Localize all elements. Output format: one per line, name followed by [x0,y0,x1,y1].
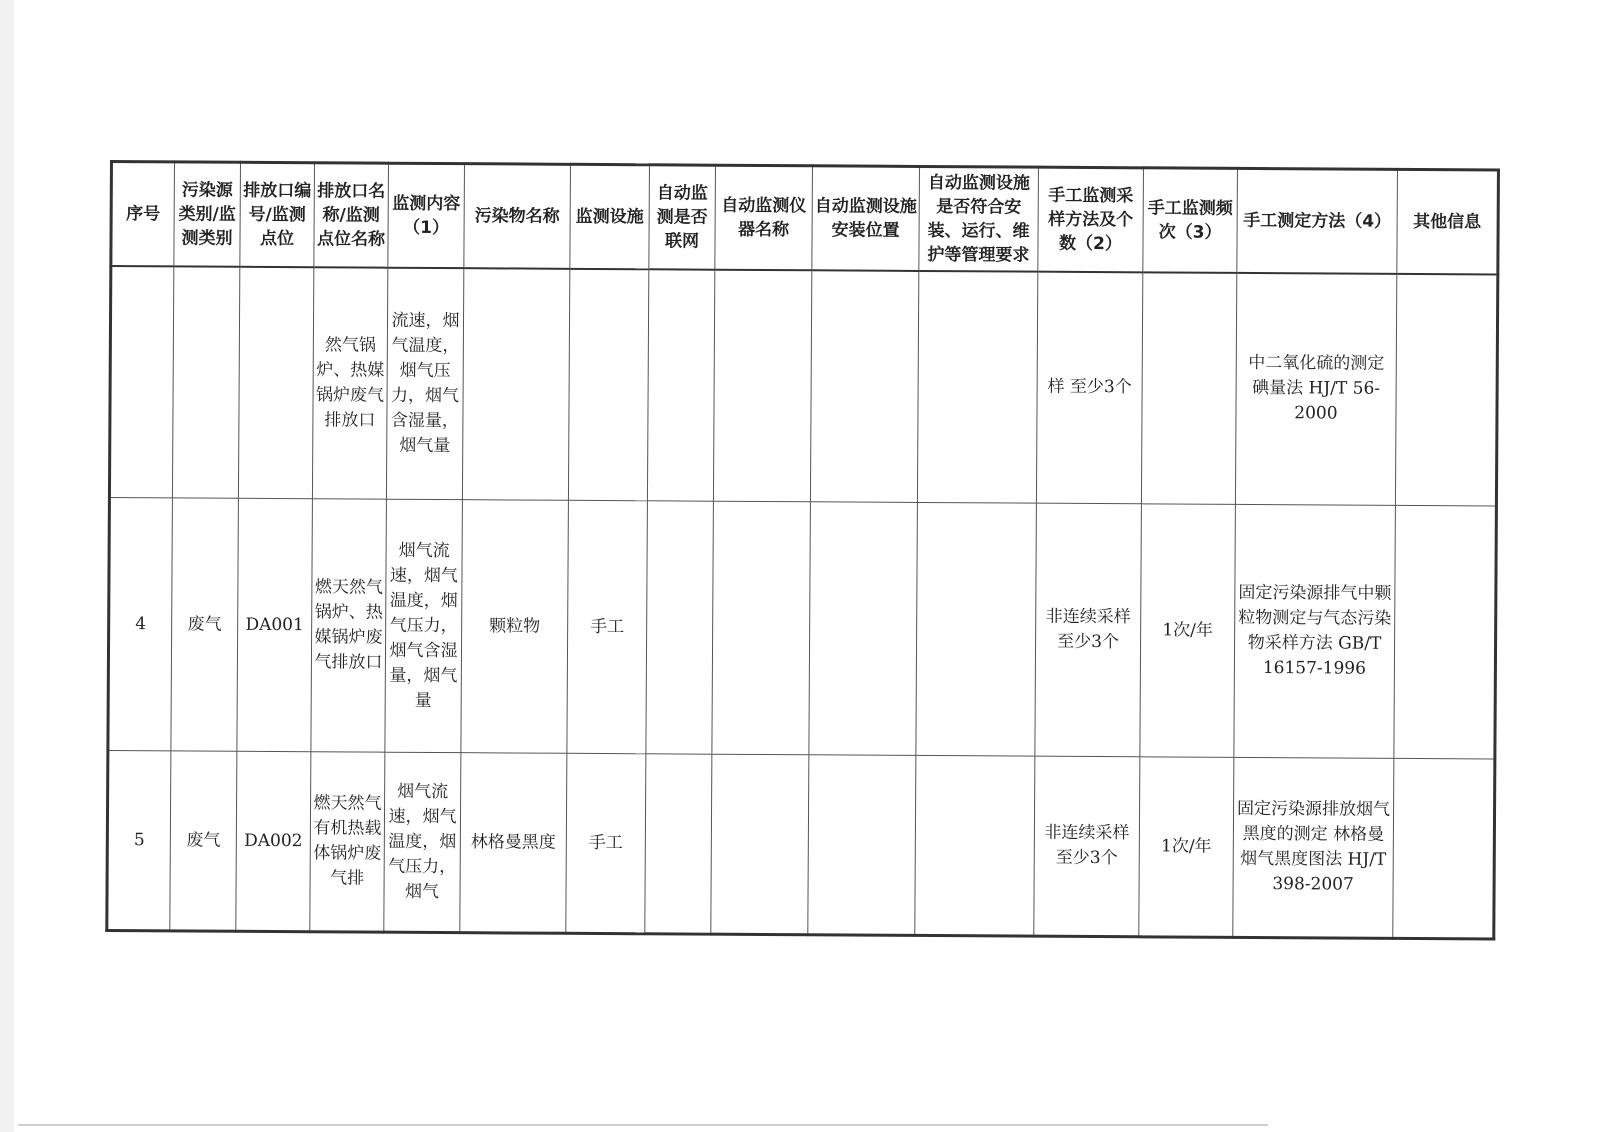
table-header-row [111,162,1499,274]
cell-facility: 手工 [567,500,648,753]
cell-outlet-name: 燃天然气有机热载体锅炉废气排 [310,752,385,932]
cell-auto-compliance [917,270,1037,503]
cell-outlet-name: 然气锅炉、热媒锅炉废气排放口 [312,267,387,499]
cell-content: 流速，烟气温度，烟气压力，烟气含湿量，烟气量 [386,267,463,499]
cell-pollutant [462,268,569,501]
cell-frequency [1141,272,1236,505]
header-auto-compliance: 自动监测设施是否符合安装、运行、维护等管理要求 [919,166,1039,271]
cell-category [172,266,239,498]
cell-other [1393,758,1495,939]
header-category: 污染源类别/监测类别 [174,162,241,266]
scan-edge-bottom [18,1124,1268,1126]
cell-frequency: 1次/年 [1140,504,1236,758]
header-content: 监测内容（1） [388,163,465,267]
header-pollutant: 污染物名称 [464,164,571,269]
cell-outlet-code: DA001 [237,498,313,751]
cell-sampling: 非连续采样 至少3个 [1035,503,1142,757]
header-sampling: 手工监测采样方法及个数（2） [1038,167,1144,272]
header-auto-networked: 自动监测是否联网 [649,165,716,269]
cell-category: 废气 [171,498,239,751]
table-row [107,750,1495,938]
header-auto-instrument: 自动监测仪器名称 [715,165,813,270]
cell-facility [568,268,648,500]
cell-auto-networked [647,269,714,501]
header-auto-location: 自动监测设施安装位置 [812,166,920,271]
cell-auto-instrument [712,501,811,755]
monitoring-table-container [105,160,1493,940]
cell-auto-networked [645,754,712,934]
cell-content: 烟气流速，烟气温度，烟气压力，烟气 [384,752,461,932]
cell-method: 固定污染源排气中颗粒物测定与气态污染物采样方法 GB/T 16157-1996 [1234,504,1396,758]
monitoring-table [105,160,1500,940]
cell-auto-instrument [713,269,811,502]
cell-pollutant: 颗粒物 [461,500,569,754]
table-row [108,498,1497,759]
cell-auto-location [808,755,916,936]
cell-seq [109,266,173,498]
header-facility: 监测设施 [570,164,650,268]
header-outlet-name: 排放口名称/监测点位名称 [314,163,389,267]
cell-content: 烟气流速，烟气温度，烟气压力，烟气含湿量，烟气量 [385,499,463,752]
header-other: 其他信息 [1397,169,1499,274]
cell-auto-networked [646,501,714,754]
header-method: 手工测定方法（4） [1237,168,1398,273]
header-seq: 序号 [111,162,175,266]
cell-frequency: 1次/年 [1139,757,1234,938]
cell-auto-compliance [915,755,1035,936]
cell-method: 固定污染源排放烟气黑度的测定 林格曼烟气黑度图法 HJ/T 398-2007 [1233,757,1394,938]
cell-auto-location [809,502,918,756]
cell-pollutant: 林格曼黑度 [460,753,567,934]
cell-seq: 5 [107,750,171,930]
cell-method: 中二氧化硫的测定 碘量法 HJ/T 56-2000 [1235,272,1396,505]
cell-sampling: 非连续采样 至少3个 [1034,756,1140,937]
cell-other [1394,505,1497,759]
scan-edge-left [0,0,14,1132]
cell-other [1395,273,1497,506]
cell-facility: 手工 [566,753,646,933]
cell-auto-location [810,270,918,503]
header-outlet-code: 排放口编号/监测点位 [240,162,315,266]
cell-auto-instrument [711,754,809,935]
cell-outlet-name: 燃天然气锅炉、热媒锅炉废气排放口 [311,499,387,752]
cell-sampling: 样 至少3个 [1036,271,1142,504]
cell-auto-compliance [916,502,1037,756]
cell-category: 废气 [170,751,237,931]
cell-seq: 4 [108,498,173,751]
table-row [109,266,1497,506]
header-frequency: 手工监测频次（3） [1143,168,1238,273]
cell-outlet-code: DA002 [236,751,311,931]
cell-outlet-code [238,266,313,498]
